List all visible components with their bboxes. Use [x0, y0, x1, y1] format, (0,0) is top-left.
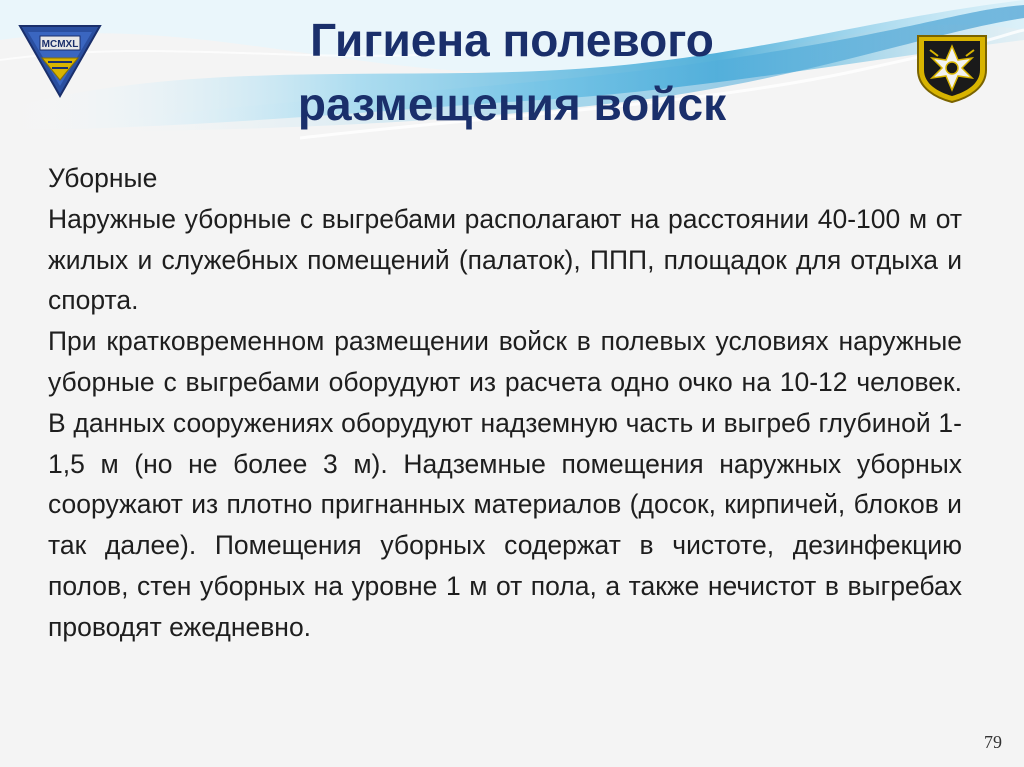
paragraph-1: Наружные уборные с выгребами располагают на расстоянии 40-100 м от жилых и служебных помещений (палаток), ППП, площадок для отдыха и спорта. — [48, 203, 962, 316]
title-line-1: Гигиена полевого — [310, 14, 714, 66]
slide-title — [120, 8, 904, 136]
academy-emblem-icon — [18, 22, 102, 98]
subheading: Уборные — [48, 163, 158, 193]
emblem-text: MCMXL — [41, 39, 79, 50]
page-number: 79 — [984, 732, 1002, 752]
title-line-2: размещения войск — [297, 78, 727, 130]
slide-body — [48, 158, 962, 648]
paragraph-2: При кратковременном размещении войск в полевых условиях наружные уборные с выгребами оборудуют из расчета одно очко на 10-12 человек. В данных сооружениях оборудуют надземную часть и выгреб глубиной 1-1,5 м (но не более 3 м). Надземные помещения наружных уборных сооружают из плотно пригнанных материалов (досок, кирпичей, блоков и так далее). Помещения уборных содержат в чистоте, дезинфекцию полов, стен уборных на уровне 1 м от пола, а также нечистот в выгребах проводят ежедневно. — [48, 326, 962, 642]
military-cross-emblem-icon — [912, 28, 992, 104]
